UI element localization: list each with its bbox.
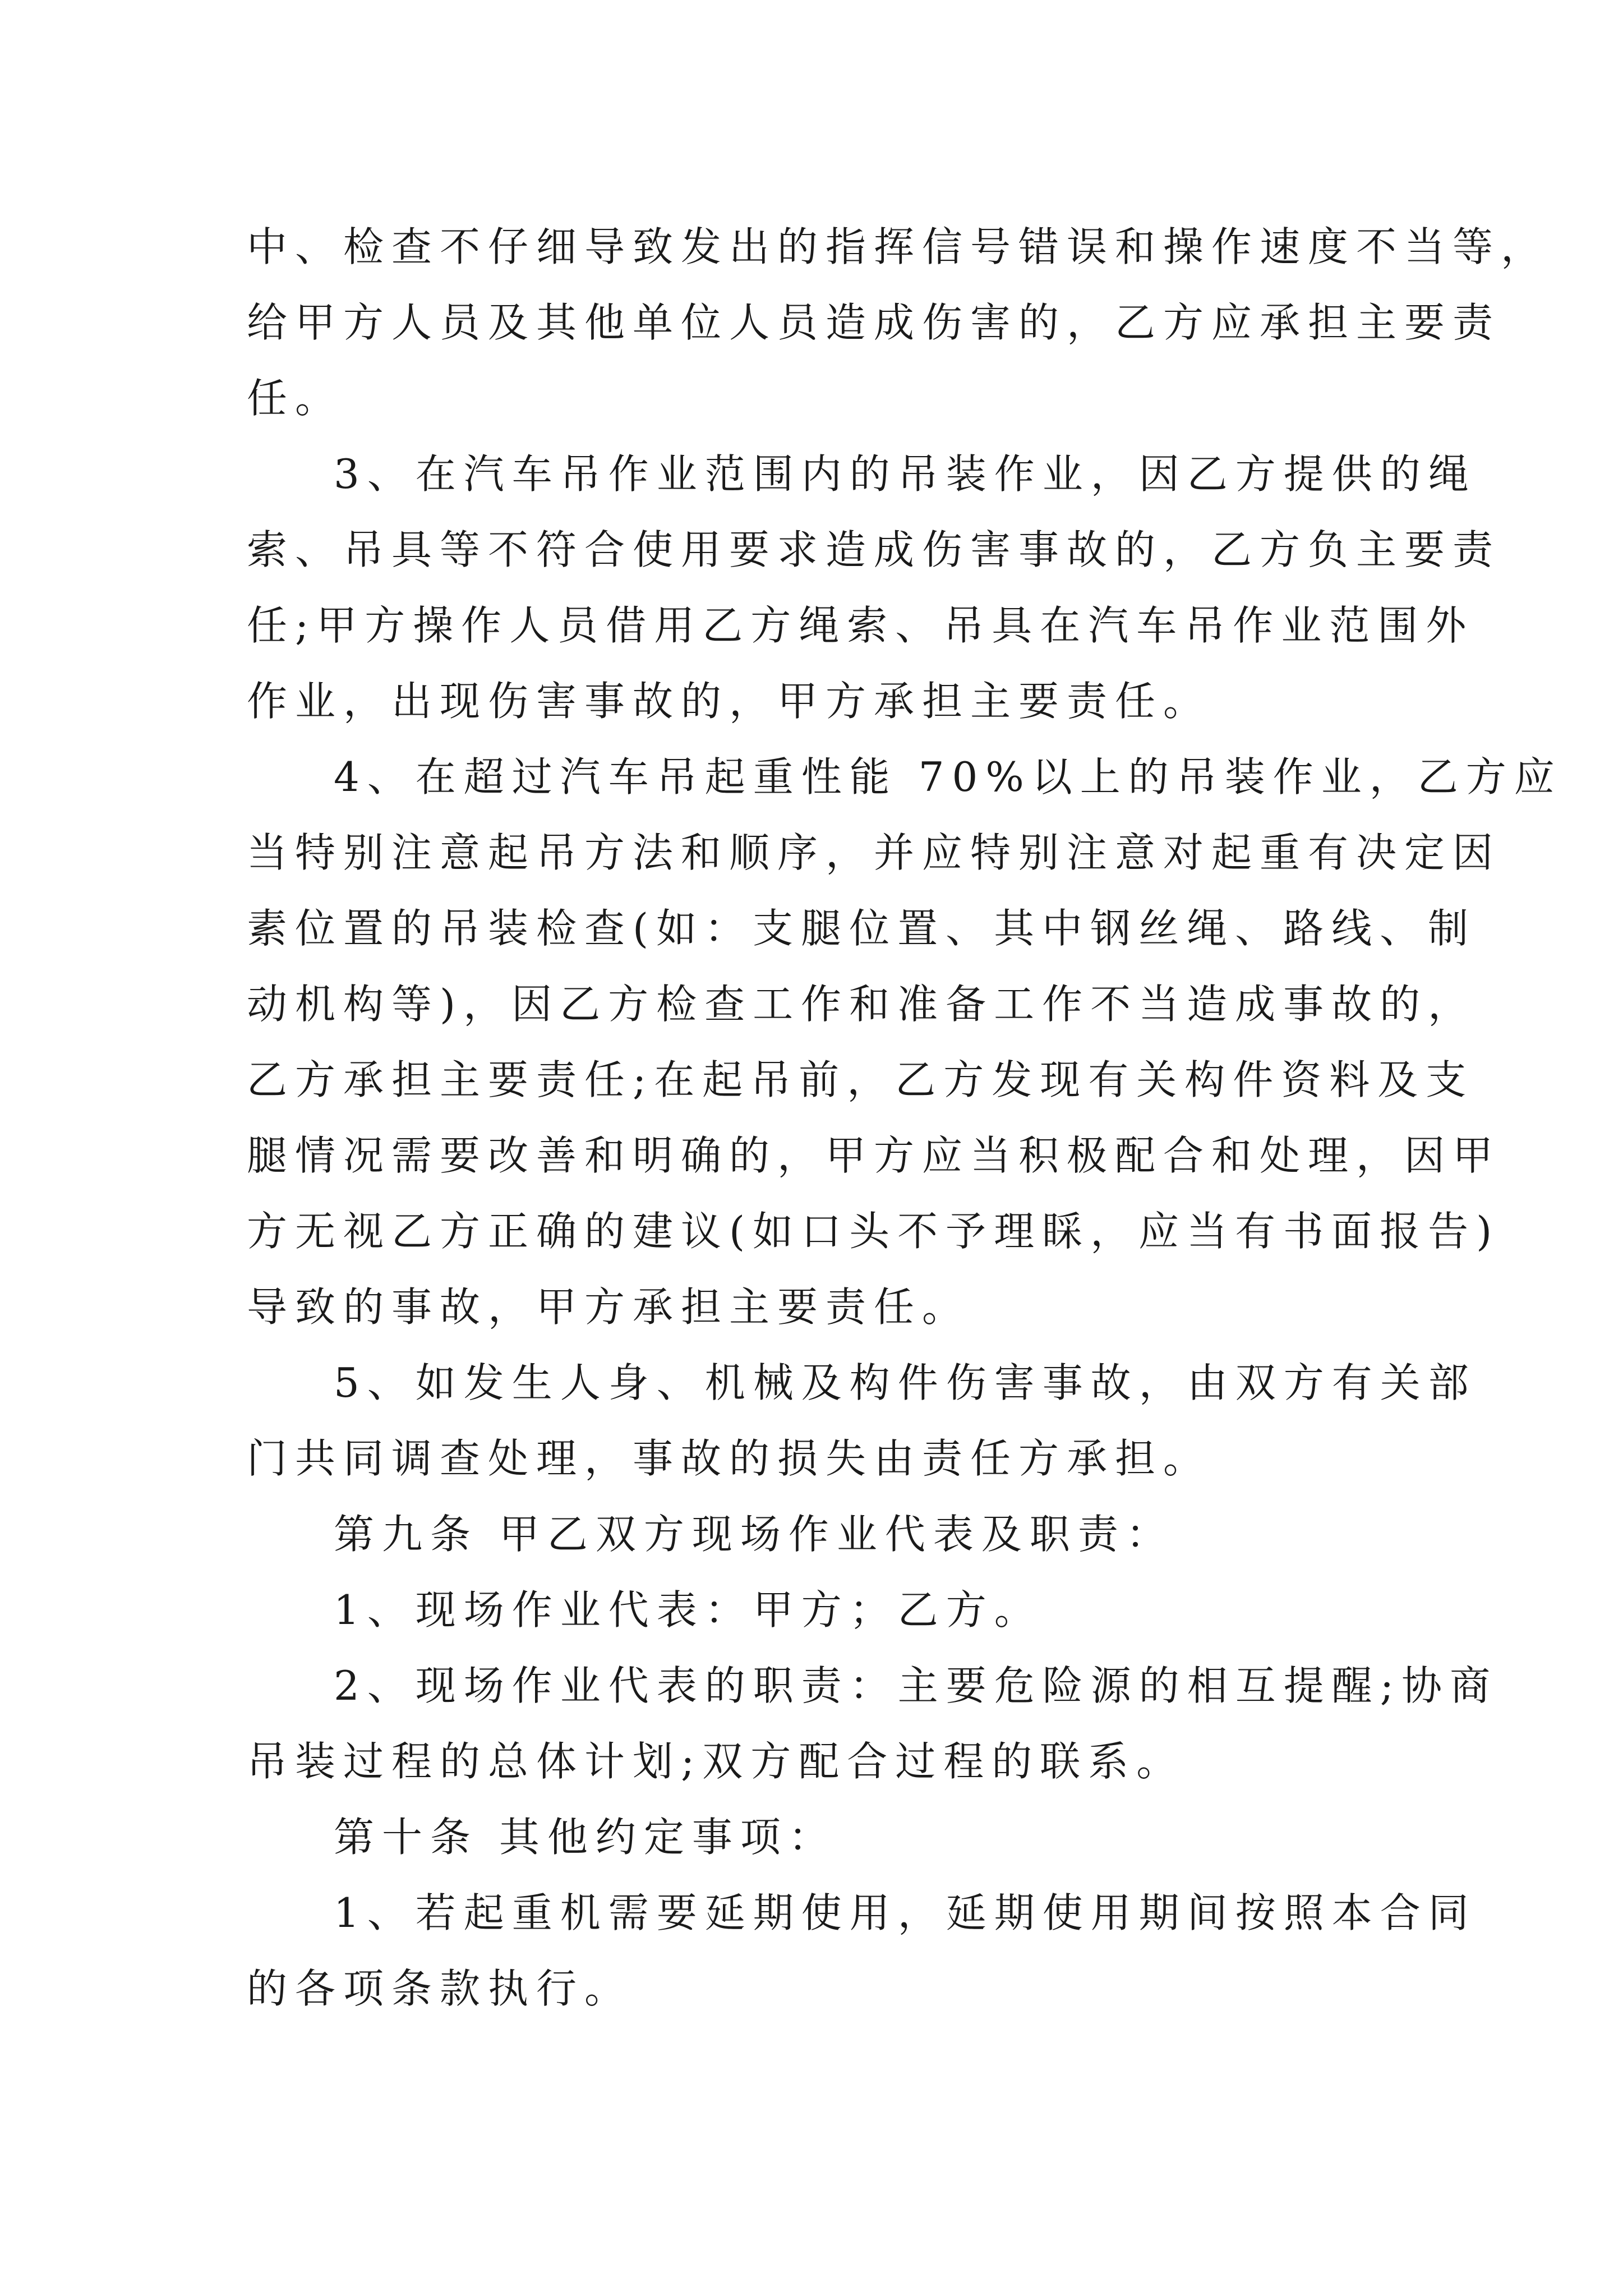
text-line: 任;甲方操作人员借用乙方绳索、吊具在汽车吊作业范围外: [247, 602, 1474, 649]
paragraph-start-line: 5、如发生人身、机械及构件伤害事故，由双方有关部: [334, 1359, 1477, 1406]
text-line: 作业，出现伤害事故的，甲方承担主要责任。: [247, 678, 1212, 725]
text-line: 索、吊具等不符合使用要求造成伤害事故的，乙方负主要责: [247, 526, 1501, 573]
text-line: 导致的事故，甲方承担主要责任。: [247, 1283, 971, 1331]
article-heading: 第九条 甲乙双方现场作业代表及职责：: [334, 1511, 1174, 1558]
paragraph-start-line: 2、现场作业代表的职责：主要危险源的相互提醒;协商: [334, 1662, 1498, 1709]
text-line: 乙方承担主要责任;在起吊前，乙方发现有关构件资料及支: [247, 1056, 1474, 1103]
paragraph-start-line: 4、在超过汽车吊起重性能 70%以上的吊装作业，乙方应: [334, 753, 1562, 800]
text-line: 方无视乙方正确的建议(如口头不予理睬，应当有书面报告): [247, 1208, 1500, 1255]
paragraph-start-line: 1、若起重机需要延期使用，延期使用期间按照本合同: [334, 1889, 1477, 1936]
text-line: 给甲方人员及其他单位人员造成伤害的，乙方应承担主要责: [247, 299, 1501, 346]
text-line: 素位置的吊装检查(如：支腿位置、其中钢丝绳、路线、制: [247, 905, 1477, 952]
article-heading: 第十条 其他约定事项：: [334, 1814, 837, 1861]
text-line: 当特别注意起吊方法和顺序，并应特别注意对起重有决定因: [247, 829, 1501, 876]
text-line: 吊装过程的总体计划;双方配合过程的联系。: [247, 1738, 1185, 1785]
text-line: 中、检查不仔细导致发出的指挥信号错误和操作速度不当等，: [247, 223, 1550, 270]
text-line: 腿情况需要改善和明确的，甲方应当积极配合和处理，因甲: [247, 1132, 1501, 1179]
text-line: 任。: [247, 375, 344, 422]
text-line: 的各项条款执行。: [247, 1965, 633, 2012]
paragraph-start-line: 3、在汽车吊作业范围内的吊装作业，因乙方提供的绳: [334, 450, 1477, 498]
text-line: 门共同调查处理，事故的损失由责任方承担。: [247, 1435, 1212, 1482]
paragraph-start-line: 1、现场作业代表：甲方；乙方。: [334, 1586, 1043, 1634]
text-line: 动机构等)，因乙方检查工作和准备工作不当造成事故的，: [247, 981, 1477, 1028]
